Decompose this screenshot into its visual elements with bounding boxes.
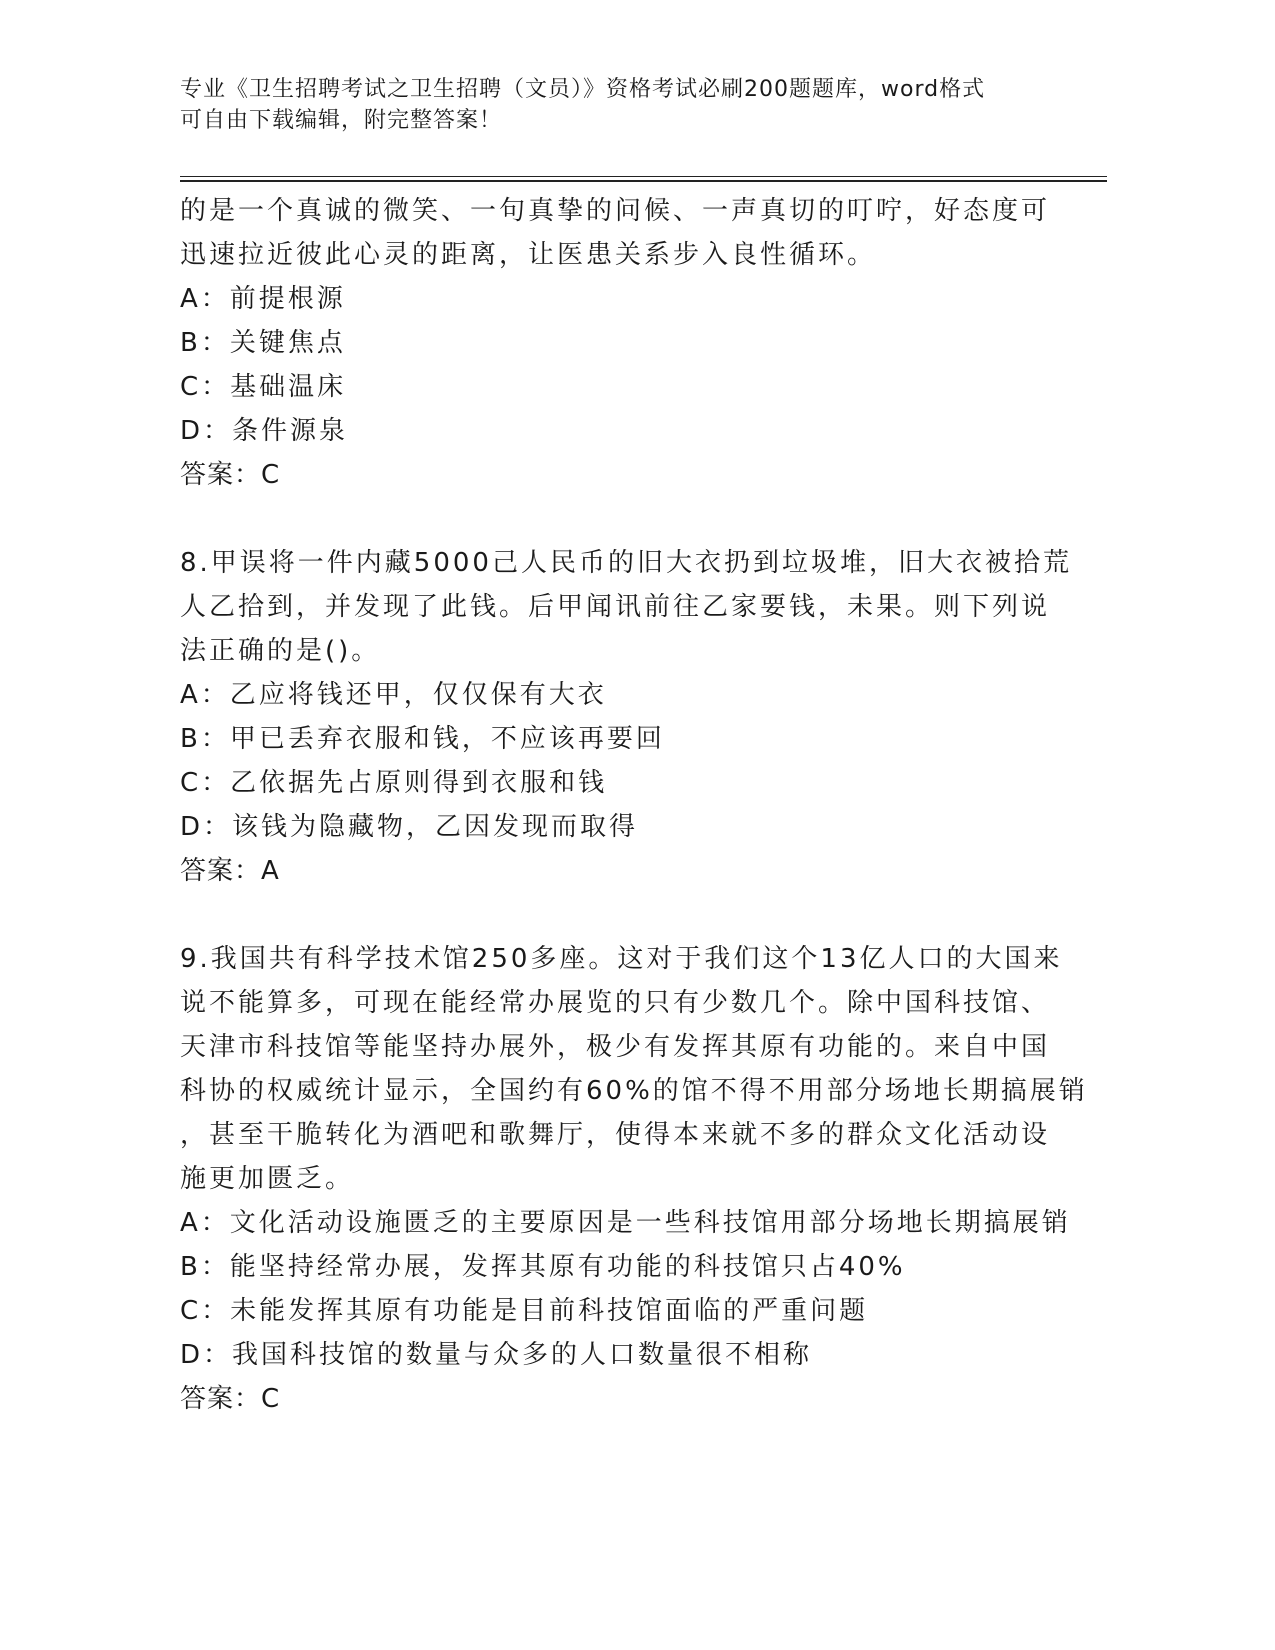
question-stem-line: 8.甲误将一件内藏5000己人民币的旧大衣扔到垃圾堆，旧大衣被拾荒 [180, 548, 1072, 578]
answer-line: 答案：A [180, 856, 280, 886]
header-divider-thick [180, 180, 1107, 182]
option-c: C：乙依据先占原则得到衣服和钱 [180, 768, 608, 798]
question-9 [180, 937, 1088, 1421]
question-stem-line: ，甚至干脆转化为酒吧和歌舞厅，使得本来就不多的群众文化活动设 [180, 1120, 1051, 1150]
question-stem-line: 法正确的是()。 [180, 636, 381, 666]
question-stem-line: 施更加匮乏。 [180, 1164, 355, 1194]
answer-line: 答案：C [180, 1384, 281, 1414]
option-b: B：能坚持经常办展，发挥其原有功能的科技馆只占40% [180, 1252, 906, 1282]
question-stem-line: 的是一个真诚的微笑、一句真挚的问候、一声真切的叮咛，好态度可 [180, 196, 1051, 226]
option-b: B：甲已丢弃衣服和钱，不应该再要回 [180, 724, 665, 754]
question-stem-line: 科协的权威统计显示，全国约有60%的馆不得不用部分场地长期搞展销 [180, 1076, 1088, 1106]
option-c: C：未能发挥其原有功能是目前科技馆面临的严重问题 [180, 1296, 869, 1326]
question-7 [180, 189, 1060, 497]
option-d: D：条件源泉 [180, 416, 349, 446]
header-line-2: 可自由下载编辑，附完整答案！ [180, 108, 503, 133]
question-stem-line: 9.我国共有科学技术馆250多座。这对于我们这个13亿人口的大国来 [180, 944, 1063, 974]
option-b: B：关键焦点 [180, 328, 346, 358]
question-stem-line: 人乙拾到，并发现了此钱。后甲闻讯前往乙家要钱，未果。则下列说 [180, 592, 1051, 622]
question-list [180, 189, 1088, 1421]
option-a: A：前提根源 [180, 284, 346, 314]
header-line-1: 专业《卫生招聘考试之卫生招聘（文员）》资格考试必刷200题题库，word格式 [180, 77, 986, 102]
option-d: D：我国科技馆的数量与众多的人口数量很不相称 [180, 1340, 813, 1370]
option-c: C：基础温床 [180, 372, 347, 402]
question-stem-line: 天津市科技馆等能坚持办展外，极少有发挥其原有功能的。来自中国 [180, 1032, 1051, 1062]
option-d: D：该钱为隐藏物，乙因发现而取得 [180, 812, 639, 842]
answer-line: 答案：C [180, 460, 281, 490]
option-a: A：乙应将钱还甲，仅仅保有大衣 [180, 680, 607, 710]
question-spacer [180, 497, 1060, 541]
option-a: A：文化活动设施匮乏的主要原因是一些科技馆用部分场地长期搞展销 [180, 1208, 1071, 1238]
header-divider-thin [180, 176, 1107, 177]
question-stem-line: 说不能算多，可现在能经常办展览的只有少数几个。除中国科技馆、 [180, 988, 1051, 1018]
document-header [180, 74, 1060, 136]
question-stem-line: 迅速拉近彼此心灵的距离，让医患关系步入良性循环。 [180, 240, 877, 270]
question-spacer [180, 893, 1060, 937]
question-8 [180, 541, 1072, 893]
